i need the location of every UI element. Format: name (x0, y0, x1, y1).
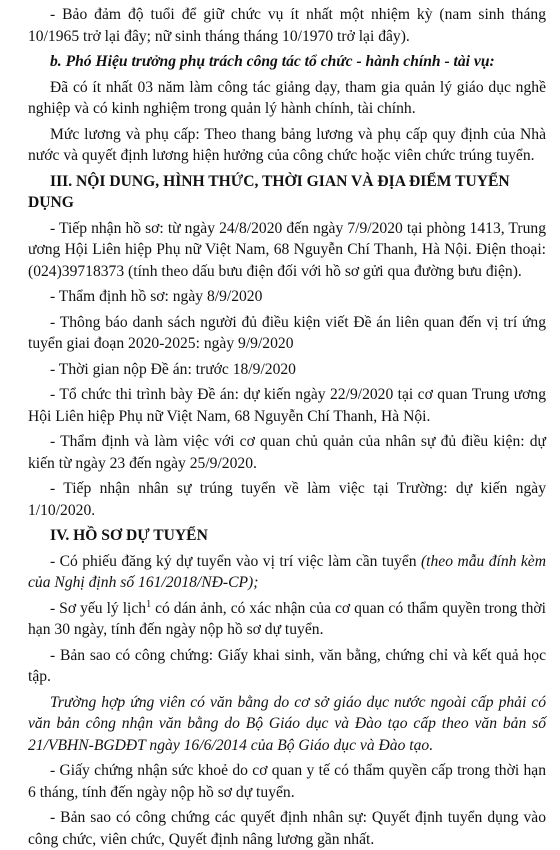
foreign-diploma-note: Trường hợp ứng viên có văn bằng do cơ sở giáo dục nước ngoài cấp phải có văn bản công nhận văn bằng do Bộ Giáo dục và Đào tạo cấp theo văn bản số 21/VBHN-BGDĐT ngày 16/6/2014 của Bộ Giáo dục và Đào tạo. (28, 693, 546, 754)
cv-item (28, 598, 546, 641)
registration-form-note: (theo mẫu đính kèm của Nghị định số 161/2018/NĐ-CP); (28, 552, 546, 591)
health-certificate-item: - Giấy chứng nhận sức khoẻ do cơ quan y tế có thẩm quyền cấp trong thời hạn 6 tháng, tính đến ngày nộp hồ sơ dự tuyển. (28, 762, 546, 801)
experience-requirement: Đã có ít nhất 03 năm làm công tác giảng dạy, tham gia quản lý giáo dục nghề nghiệp và có kinh nghiệm trong quản lý hành chính, tài chính. (28, 78, 546, 117)
section-iii-heading: III. NỘI DUNG, HÌNH THỨC, THỜI GIAN VÀ ĐỊA ĐIỂM TUYỂN DỤNG (28, 172, 510, 211)
cv-text: - Sơ yếu lý lịch (50, 599, 147, 617)
footnote-marker: 1 (146, 598, 152, 610)
section-iv-heading: IV. HỒ SƠ DỰ TUYỂN (50, 527, 208, 544)
application-receipt: - Tiếp nhận hồ sơ: từ ngày 24/8/2020 đến ngày 7/9/2020 tại phòng 1413, Trung ương Hội Liên hiệp Phụ nữ Việt Nam, 68 Nguyễn Chí Thanh, Hà Nội. Điện thoại: (024)39718373 (tính theo dấu bưu điện đối với hồ sơ gửi qua đường bưu điện). (28, 219, 546, 280)
cv-text-rest: có dán ảnh, có xác nhận của cơ quan có thẩm quyền trong thời hạn 30 ngày, tính đến ngày nộp hồ sơ dự tuyển. (28, 599, 546, 638)
registration-form-item (28, 551, 546, 594)
salary-paragraph: Mức lương và phụ cấp: Theo thang bảng lương và phụ cấp quy định của Nhà nước và quyết định lương hiện hưởng của công chức hoặc viên chức trúng tuyển. (28, 125, 546, 164)
section-b-heading: b. Phó Hiệu trưởng phụ trách công tác tổ chức - hành chính - tài vụ: (50, 53, 495, 70)
dossier-review: - Thẩm định hồ sơ: ngày 8/9/2020 (50, 288, 263, 305)
personnel-decisions-item: - Bản sao có công chứng các quyết định nhân sự: Quyết định tuyển dụng vào công chức, viên chức, Quyết định nâng lương gần nhất. (28, 809, 546, 848)
age-requirement: - Bảo đảm độ tuổi để giữ chức vụ ít nhất một nhiệm kỳ (nam sinh tháng 10/1965 trở lại đây; nữ sinh tháng tháng 10/1970 trở lại đây). (28, 6, 546, 45)
proposal-presentation: - Tổ chức thi trình bày Đề án: dự kiến ngày 22/9/2020 tại cơ quan Trung ương Hội Liên hiệp Phụ nữ Việt Nam, 68 Nguyễn Chí Thanh, Hà Nội. (28, 386, 546, 425)
eligible-list-notice: - Thông báo danh sách người đủ điều kiện viết Đề án liên quan đến vị trí ứng tuyển giai đoạn 2020-2025: ngày 9/9/2020 (28, 313, 546, 352)
registration-form-text: - Có phiếu đăng ký dự tuyển vào vị trí việc làm cần tuyển (50, 552, 421, 570)
notarized-copies-item: - Bản sao có công chứng: Giấy khai sinh, văn bằng, chứng chỉ và kết quả học tập. (28, 646, 546, 685)
proposal-deadline: - Thời gian nộp Đề án: trước 18/9/2020 (50, 360, 296, 378)
agency-review: - Thẩm định và làm việc với cơ quan chủ quản của nhân sự đủ điều kiện: dự kiến từ ngày 23 đến ngày 25/9/2020. (28, 433, 546, 472)
onboarding-date: - Tiếp nhận nhân sự trúng tuyển về làm việc tại Trường: dự kiến ngày 1/10/2020. (28, 480, 546, 519)
